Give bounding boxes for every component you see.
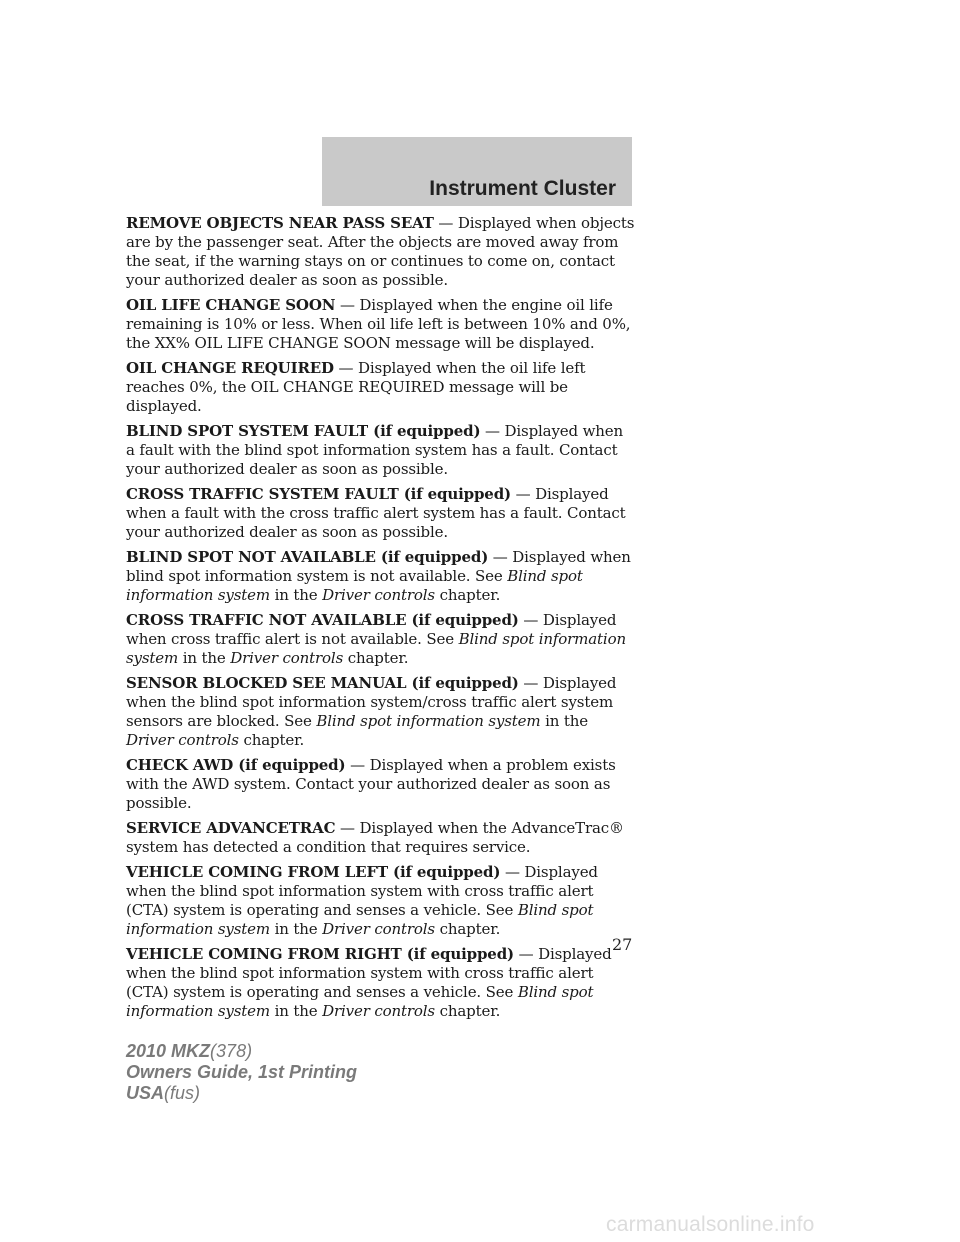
message-desc-mid: in the: [545, 712, 588, 730]
message-desc-tail: chapter.: [243, 731, 305, 749]
print-footer: [126, 1041, 357, 1104]
message-desc: — Displayed when blind spot information system is not available. See: [126, 548, 631, 585]
message-entry: [126, 485, 636, 542]
message-term: VEHICLE COMING FROM RIGHT (if equipped): [126, 945, 514, 963]
chapter-reference: Driver controls: [230, 649, 344, 667]
section-header-band: [322, 137, 632, 206]
message-desc: — Displayed when a problem exists with the AWD system. Contact your authorized dealer as soon as possible.: [126, 756, 616, 812]
message-entry: [126, 359, 636, 416]
message-desc: — Displayed when cross traffic alert is not available. See: [126, 611, 617, 648]
message-term: SENSOR BLOCKED SEE MANUAL (if equipped): [126, 674, 519, 692]
chapter-reference: Driver controls: [322, 1002, 435, 1020]
cross-reference-link: Blind spot information system: [126, 901, 594, 938]
message-entry: [126, 819, 636, 857]
cross-reference-link: Blind spot information system: [126, 567, 583, 604]
message-desc: — Displayed when the engine oil life remaining is 10% or less. When oil life left is between 10% and 0%, the XX% OIL LIFE CHANGE SOON message will be displayed.: [126, 296, 631, 352]
footer-line-model: [126, 1041, 357, 1062]
message-desc-mid: in the: [274, 1002, 318, 1020]
message-entry: [126, 945, 636, 1021]
footer-guide: Owners Guide, 1st Printing: [126, 1062, 358, 1082]
message-desc-mid: in the: [274, 920, 318, 938]
message-desc-tail: chapter.: [347, 649, 409, 667]
message-term: OIL LIFE CHANGE SOON: [126, 296, 336, 314]
message-desc: — Displayed when objects are by the passenger seat. After the objects are moved away from the seat, if the warning stays on or continues to come on, contact your authorized dealer as soon as possible.: [126, 214, 635, 289]
footer-model-code: (378): [210, 1041, 253, 1061]
cross-reference-link: Blind spot information system: [316, 712, 541, 730]
message-desc: — Displayed when the oil life left reaches 0%, the OIL CHANGE REQUIRED message will be displayed.: [126, 359, 586, 415]
message-desc: — Displayed when the AdvanceTrac® system has detected a condition that requires service.: [126, 819, 624, 856]
message-desc-tail: chapter.: [439, 920, 501, 938]
footer-line-region: [126, 1083, 357, 1104]
message-term: CROSS TRAFFIC SYSTEM FAULT (if equipped): [126, 485, 511, 503]
message-term: VEHICLE COMING FROM LEFT (if equipped): [126, 863, 501, 881]
message-list: [126, 214, 636, 1027]
message-desc-tail: chapter.: [439, 586, 501, 604]
message-desc-mid: in the: [274, 586, 318, 604]
message-term: BLIND SPOT NOT AVAILABLE (if equipped): [126, 548, 489, 566]
message-entry: [126, 756, 636, 813]
site-watermark: carmanualsonline.info: [606, 1213, 815, 1236]
message-term: SERVICE ADVANCETRAC: [126, 819, 336, 837]
message-desc: — Displayed when the blind spot information system/cross traffic alert system sensors are blocked. See: [126, 674, 617, 730]
message-desc-tail: chapter.: [439, 1002, 501, 1020]
message-entry: [126, 422, 636, 479]
cross-reference-link: Blind spot information system: [126, 983, 594, 1020]
footer-region: USA: [126, 1083, 165, 1103]
page-number: 27: [612, 935, 633, 954]
message-term: CHECK AWD (if equipped): [126, 756, 346, 774]
chapter-reference: Driver controls: [322, 586, 435, 604]
footer-region-code: (fus): [164, 1083, 201, 1103]
message-desc: — Displayed when a fault with the cross traffic alert system has a fault. Contact your authorized dealer as soon as possible.: [126, 485, 626, 541]
message-entry: [126, 548, 636, 605]
chapter-reference: Driver controls: [322, 920, 435, 938]
cross-reference-link: Blind spot information system: [126, 630, 626, 667]
message-entry: [126, 863, 636, 939]
message-entry: [126, 214, 636, 290]
message-desc: — Displayed when a fault with the blind spot information system has a fault. Contact your authorized dealer as soon as possible.: [126, 422, 624, 478]
message-entry: [126, 611, 636, 668]
message-term: BLIND SPOT SYSTEM FAULT (if equipped): [126, 422, 481, 440]
message-entry: [126, 674, 636, 750]
message-desc: — Displayed when the blind spot information system with cross traffic alert (CTA) system is operating and senses a vehicle. See: [126, 863, 598, 919]
footer-line-guide: [126, 1062, 357, 1083]
message-term: REMOVE OBJECTS NEAR PASS SEAT: [126, 214, 434, 232]
chapter-reference: Driver controls: [126, 731, 239, 749]
message-term: OIL CHANGE REQUIRED: [126, 359, 334, 377]
message-term: CROSS TRAFFIC NOT AVAILABLE (if equipped): [126, 611, 519, 629]
message-desc-mid: in the: [182, 649, 226, 667]
message-desc: — Displayed when the blind spot information system with cross traffic alert (CTA) system is operating and senses a vehicle. See: [126, 945, 612, 1001]
section-title: Instrument Cluster: [429, 177, 616, 200]
message-entry: [126, 296, 636, 353]
footer-model: 2010 MKZ: [126, 1041, 211, 1061]
